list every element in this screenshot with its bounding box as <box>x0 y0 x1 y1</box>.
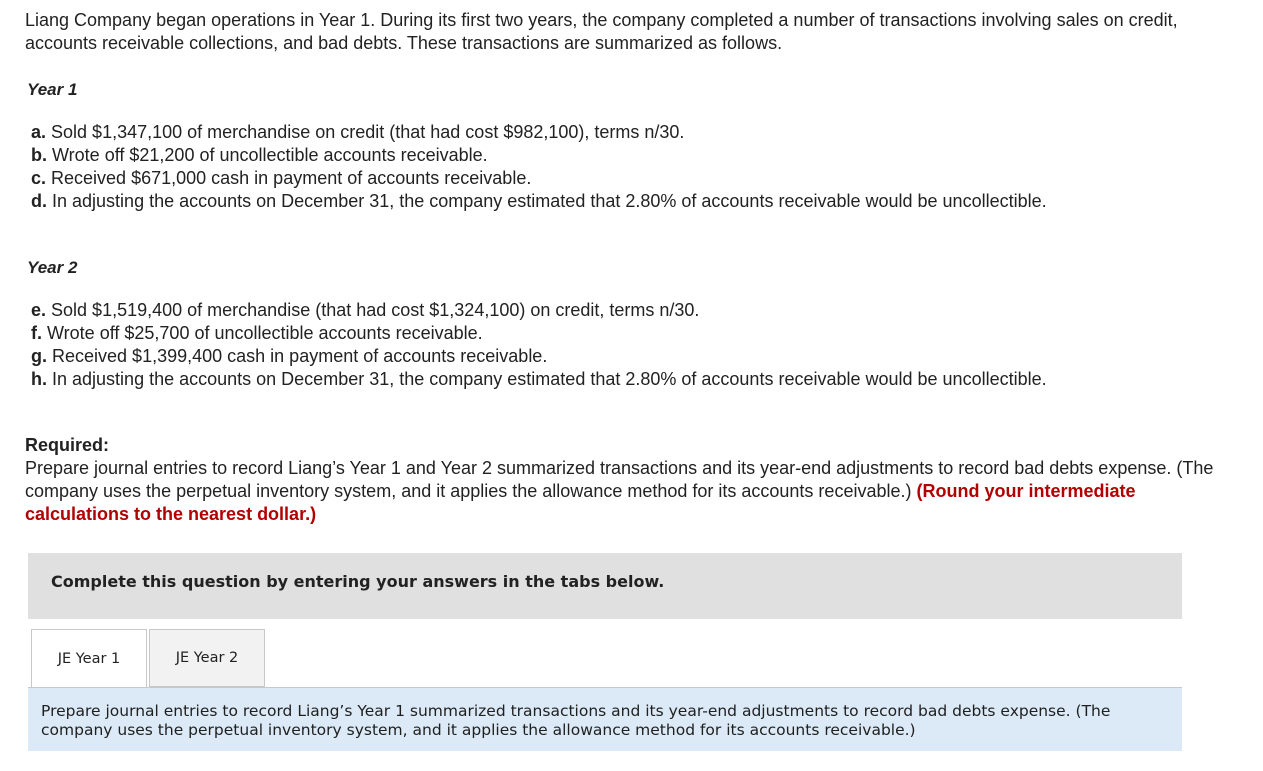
year-1-heading: Year 1 <box>27 80 78 99</box>
required-section <box>25 434 1225 526</box>
transaction-text: Sold $1,519,400 of merchandise (that had cost $1,324,100) on credit, terms n/30. <box>51 300 700 320</box>
required-body: Prepare journal entries to record Liang’s Year 1 and Year 2 summarized transactions and its year-end adjustments to record bad debts expense. (The company uses the perpetual inventory system, and it applies the allowance method for its accounts receivable.) <box>25 458 1214 501</box>
transaction-g <box>31 345 1047 368</box>
instruction-text: Complete this question by entering your answers in the tabs below. <box>51 572 665 591</box>
transaction-letter: a. <box>31 122 47 142</box>
transaction-d <box>31 190 1047 213</box>
tab-je-year-1[interactable] <box>31 629 147 688</box>
transaction-letter: e. <box>31 300 47 320</box>
transaction-text: Wrote off $25,700 of uncollectible accounts receivable. <box>47 323 483 343</box>
transaction-letter: g. <box>31 346 47 366</box>
transaction-c <box>31 167 1047 190</box>
transaction-text: Wrote off $21,200 of uncollectible accounts receivable. <box>52 145 488 165</box>
tab-je-year-2[interactable] <box>149 629 265 687</box>
transaction-text: In adjusting the accounts on December 31, the company estimated that 2.80% of accounts receivable would be uncollectible. <box>52 369 1047 389</box>
rounding-note: (Round your intermediate calculations to the nearest dollar.) <box>25 481 1136 524</box>
transaction-text: In adjusting the accounts on December 31, the company estimated that 2.80% of accounts receivable would be uncollectible. <box>52 191 1047 211</box>
tab-panel-instructions: Prepare journal entries to record Liang’s Year 1 summarized transactions and its year-end adjustments to record bad debts expense. (The company uses the perpetual inventory system, and it applies the allowance method for its accounts receivable.) <box>28 688 1182 751</box>
transaction-text: Sold $1,347,100 of merchandise on credit (that had cost $982,100), terms n/30. <box>51 122 685 142</box>
problem-intro: Liang Company began operations in Year 1. During its first two years, the company completed a number of transactions involving sales on credit, accounts receivable collections, and bad debts. These transactions are summarized as follows. <box>25 10 1178 53</box>
transaction-b <box>31 144 1047 167</box>
year-2-transactions <box>31 299 1047 391</box>
transaction-e <box>31 299 1047 322</box>
transaction-f <box>31 322 1047 345</box>
tab-label: JE Year 1 <box>57 651 121 667</box>
transaction-letter: c. <box>31 168 47 188</box>
transaction-a <box>31 121 1047 144</box>
transaction-text: Received $671,000 cash in payment of accounts receivable. <box>51 168 532 188</box>
transaction-letter: f. <box>31 323 42 343</box>
transaction-letter: d. <box>31 191 47 211</box>
transaction-letter: h. <box>31 369 47 389</box>
year-2-heading: Year 2 <box>27 258 78 277</box>
required-title: Required: <box>25 435 110 455</box>
year-1-transactions <box>31 121 1047 213</box>
transaction-letter: b. <box>31 145 47 165</box>
transaction-text: Received $1,399,400 cash in payment of accounts receivable. <box>52 346 548 366</box>
instruction-banner <box>28 553 1182 619</box>
transaction-h <box>31 368 1047 391</box>
tab-label: JE Year 2 <box>175 650 239 666</box>
